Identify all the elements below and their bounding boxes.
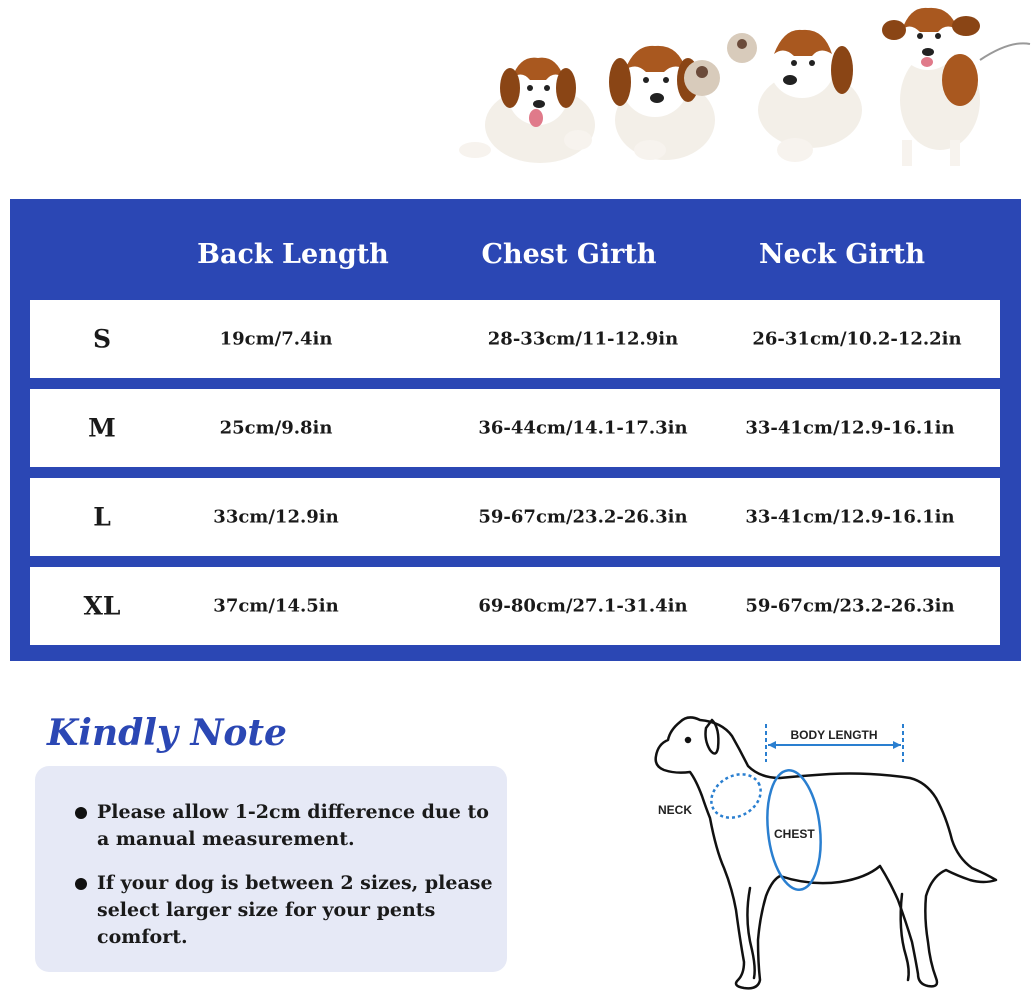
header-neck-girth: Neck Girth — [758, 239, 926, 270]
arrow-right-icon — [893, 741, 901, 749]
size-row-xl — [30, 567, 1000, 645]
header-back-length: Back Length — [197, 239, 389, 270]
dog-photo-1 — [459, 58, 595, 163]
chest-label: CHEST — [774, 827, 815, 841]
note-title: Kindly Note — [47, 712, 287, 754]
bullet-icon — [75, 878, 87, 890]
back-length-value: 37cm/14.5in — [213, 595, 339, 617]
size-row-s — [30, 300, 1000, 378]
back-length-value: 33cm/12.9in — [213, 506, 339, 528]
body-length-label: BODY LENGTH — [790, 728, 878, 742]
chest-girth-value: 69-80cm/27.1-31.4in — [478, 595, 688, 617]
note-text: Please allow 1-2cm difference due to a manual measurement. — [97, 801, 489, 850]
dog-photo-3 — [727, 30, 862, 162]
dog-outline-icon — [656, 717, 996, 988]
bullet-icon — [75, 807, 87, 819]
size-row-l — [30, 478, 1000, 556]
arrow-left-icon — [768, 741, 776, 749]
size-row-m — [30, 389, 1000, 467]
chest-girth-value: 28-33cm/11-12.9in — [487, 328, 679, 350]
header-chest-girth: Chest Girth — [481, 239, 657, 270]
note-box — [35, 766, 507, 972]
neck-girth-value: 33-41cm/12.9-16.1in — [745, 417, 955, 439]
size-label: L — [93, 502, 111, 532]
size-chart-panel — [10, 199, 1021, 661]
back-length-value: 19cm/7.4in — [219, 328, 333, 350]
size-label: M — [88, 413, 116, 443]
neck-girth-value: 26-31cm/10.2-12.2in — [752, 328, 962, 350]
neck-girth-value: 33-41cm/12.9-16.1in — [745, 506, 955, 528]
neck-label: NECK — [658, 803, 693, 817]
dog-photo-2 — [609, 46, 720, 160]
dog-measurement-diagram — [640, 700, 1010, 1000]
size-label: XL — [83, 591, 121, 621]
neck-girth-value: 59-67cm/23.2-26.3in — [745, 595, 955, 617]
dogs-photo-banner — [450, 0, 1032, 180]
back-length-value: 25cm/9.8in — [219, 417, 333, 439]
chest-girth-value: 36-44cm/14.1-17.3in — [478, 417, 688, 439]
dog-photo-4 — [882, 8, 1030, 166]
note-text: If your dog is between 2 sizes, please select larger size for your pents comfort. — [97, 872, 493, 948]
size-label: S — [92, 324, 112, 354]
chest-girth-value: 59-67cm/23.2-26.3in — [478, 506, 688, 528]
